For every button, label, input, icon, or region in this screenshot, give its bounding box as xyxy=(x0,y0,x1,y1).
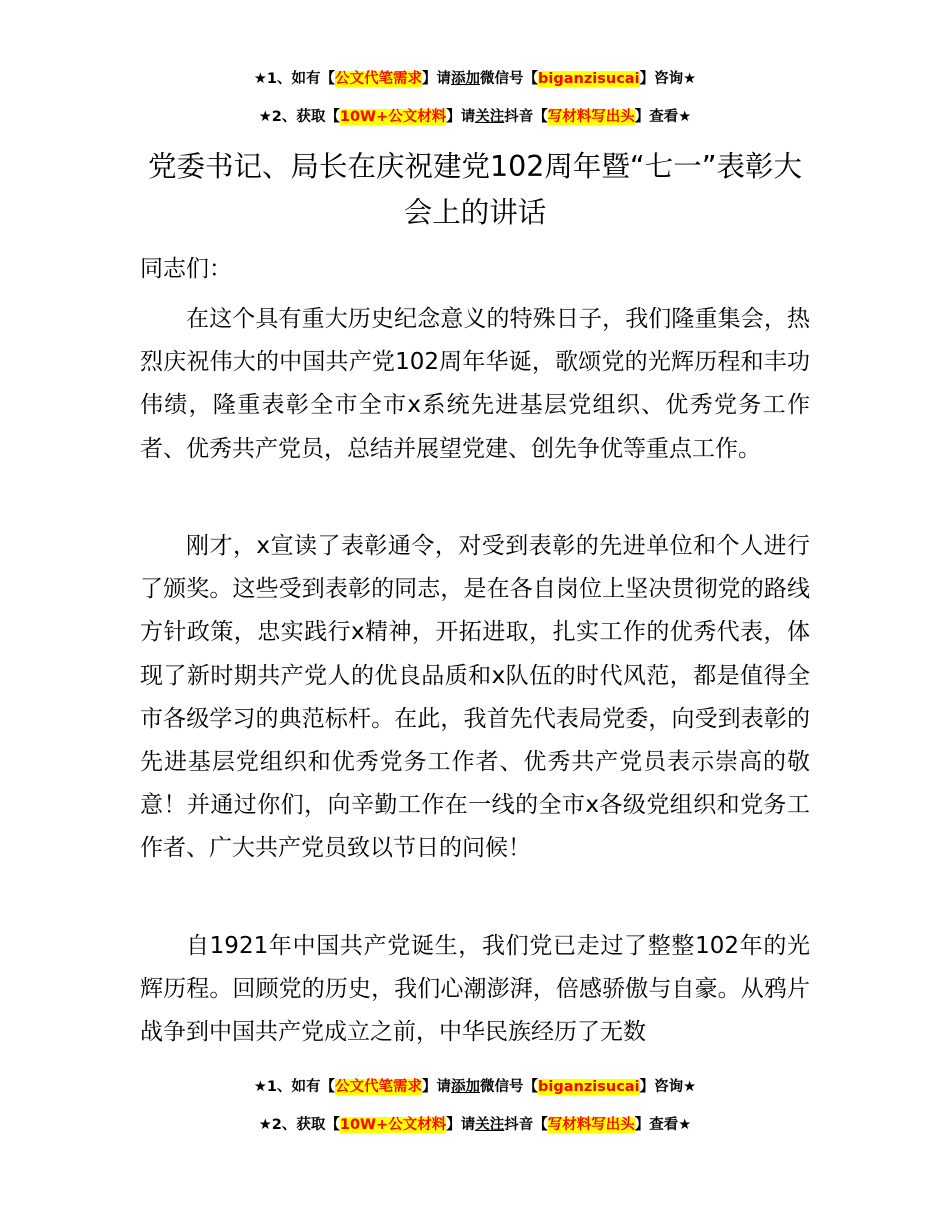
star-icon: ★ xyxy=(258,1117,272,1133)
promo-text: 2、获取【 xyxy=(271,109,340,125)
promo-line-2-footer xyxy=(0,1114,950,1136)
star-icon: ★ xyxy=(253,1079,267,1095)
promo-emphasis: 添加 xyxy=(451,1079,481,1095)
promo-emphasis: 关注 xyxy=(475,109,505,125)
star-icon: ★ xyxy=(678,109,692,125)
promo-text: 2、获取【 xyxy=(271,1117,340,1133)
promo-text: 微信号【 xyxy=(480,1079,539,1095)
promo-highlight: 公文代笔需求 xyxy=(335,71,423,87)
promo-text: 】咨询 xyxy=(639,1079,684,1095)
promo-text: 抖音【 xyxy=(504,109,548,125)
promo-highlight: biganzisucai xyxy=(538,1079,640,1095)
promo-text: 1、如有【 xyxy=(266,1079,336,1095)
promo-text: 】咨询 xyxy=(639,71,684,87)
star-icon: ★ xyxy=(683,71,697,87)
promo-highlight: 10W+公文材料 xyxy=(339,1117,447,1133)
paragraph: 自1921年中国共产党诞生，我们党已走过了整整102年的光辉历程。回顾党的历史，我们心潮澎湃，倍感骄傲与自豪。从鸦片战争到中国共产党成立之前，中华民族经历了无数 xyxy=(140,933,810,1046)
promo-emphasis: 关注 xyxy=(475,1117,505,1133)
salutation: 同志们： xyxy=(140,256,232,282)
promo-text: 】查看 xyxy=(634,109,679,125)
promo-highlight: biganzisucai xyxy=(538,71,640,87)
paragraph: 刚才，x宣读了表彰通令，对受到表彰的先进单位和个人进行了颁奖。这些受到表彰的同志，是在各自岗位上坚决贯彻党的路线方针政策，忠实践行x精神，开拓进取，扎实工作的优秀代表，体现了新时期共产党人的优良品质和x队伍的时代风范，都是值得全市各级学习的典范标杆。在此，我首先代表局党委，向受到表彰的先进基层党组织和优秀党务工作者、优秀共产党员表示崇高的敬意！并通过你们，向辛勤工作在一线的全市x各级党组织和党务工作者、广大共产党员致以节日的问候！ xyxy=(140,533,810,862)
star-icon: ★ xyxy=(683,1079,697,1095)
star-icon: ★ xyxy=(258,109,272,125)
promo-text: 】请 xyxy=(446,109,476,125)
promo-line-1 xyxy=(0,68,950,90)
promo-text: 】请 xyxy=(422,71,452,87)
promo-text: 1、如有【 xyxy=(266,71,336,87)
star-icon: ★ xyxy=(253,71,267,87)
promo-line-1-footer xyxy=(0,1076,950,1098)
document-title: 党委书记、局长在庆祝建党102周年暨“七一”表彰大会上的讲话 xyxy=(148,150,802,229)
star-icon: ★ xyxy=(678,1117,692,1133)
promo-emphasis: 添加 xyxy=(451,71,481,87)
promo-highlight: 10W+公文材料 xyxy=(339,109,447,125)
promo-line-2 xyxy=(0,106,950,128)
promo-text: 】请 xyxy=(446,1117,476,1133)
promo-text: 】查看 xyxy=(634,1117,679,1133)
promo-text: 抖音【 xyxy=(504,1117,548,1133)
promo-highlight: 公文代笔需求 xyxy=(335,1079,423,1095)
promo-text: 】请 xyxy=(422,1079,452,1095)
promo-highlight: 写材料写出头 xyxy=(547,1117,635,1133)
paragraph: 在这个具有重大历史纪念意义的特殊日子，我们隆重集会，热烈庆祝伟大的中国共产党102周年华诞，歌颂党的光辉历程和丰功伟绩，隆重表彰全市全市x系统先进基层党组织、优秀党务工作者、优秀共产党员，总结并展望党建、创先争优等重点工作。 xyxy=(140,306,810,462)
promo-highlight: 写材料写出头 xyxy=(547,109,635,125)
promo-text: 微信号【 xyxy=(480,71,539,87)
